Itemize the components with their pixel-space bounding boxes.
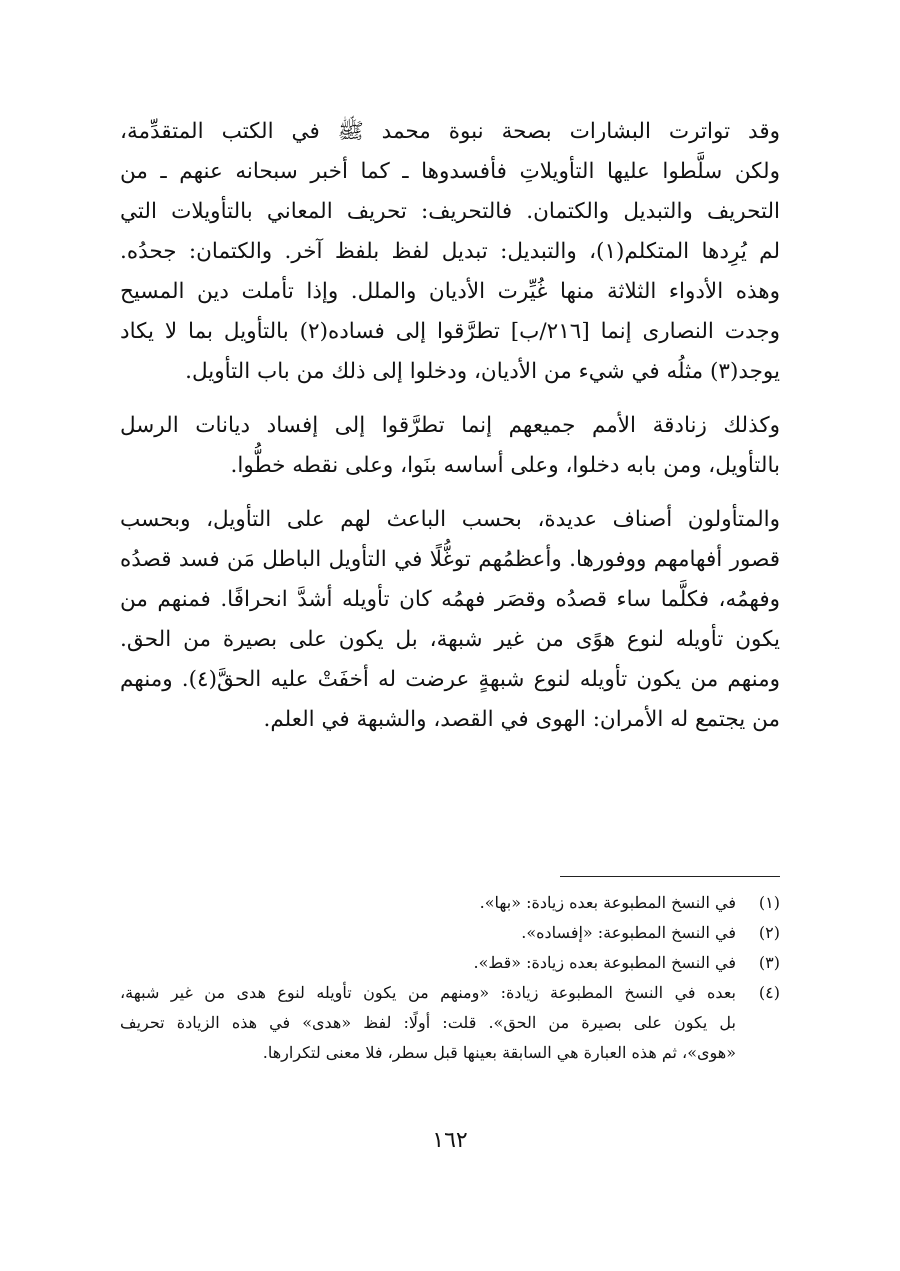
text-line: وهذه الأدواء الثلاثة منها غُيِّرت الأديان والملل. وإذا تأملت دين المسيح (120, 279, 780, 304)
footnote-text: بل يكون على بصيرة من الحق». قلت: أولًا: لفظ «هدى» في هذه الزيادة تحريف (120, 1013, 736, 1032)
text-line: لم يُرِدها المتكلم(١)، والتبديل: تبديل لفظ بلفظ آخر. والكتمان: جحدُه. (120, 239, 780, 264)
page-number: ١٦٢ (432, 1128, 468, 1153)
footnote (120, 948, 780, 978)
text-line: التحريف والتبديل والكتمان. فالتحريف: تحريف المعاني بالتأويلات التي (120, 199, 780, 224)
footnotes (120, 888, 780, 1068)
footnote-text: في النسخ المطبوعة بعده زيادة: «قط». (473, 953, 736, 972)
text-line: وقد تواترت البشارات بصحة نبوة محمد ﷺ في الكتب المتقدِّمة، (120, 119, 780, 144)
footnote-number: (١) (758, 893, 780, 912)
text-line: من يجتمع له الأمران: الهوى في القصد، والشبهة في العلم. (263, 707, 780, 732)
footnote-text: بعده في النسخ المطبوعة زيادة: «ومنهم من يكون تأويله لنوع هدى من غير شبهة، (120, 983, 736, 1002)
text-line: وجدت النصارى إنما [٢١٦/ب] تطرَّقوا إلى فساده(٢) بالتأويل بما لا يكاد (120, 319, 780, 344)
paragraph (120, 112, 780, 392)
footnote-number: (٢) (758, 923, 780, 942)
main-text (120, 112, 780, 754)
text-line: وكذلك زنادقة الأمم جميعهم إنما تطرَّقوا إلى إفساد ديانات الرسل (120, 413, 780, 438)
footnote (120, 918, 780, 948)
footnote (120, 978, 780, 1068)
text-line: يوجد(٣) مثلُه في شيء من الأديان، ودخلوا إلى ذلك من باب التأويل. (185, 359, 780, 384)
footnote (120, 888, 780, 918)
text-line: ولكن سلَّطوا عليها التأويلاتِ فأفسدوها ـ كما أخبر سبحانه عنهم ـ من (120, 159, 780, 184)
paragraph (120, 406, 780, 486)
footnote-text: «هوى»، ثم هذه العبارة هي السابقة بعينها قبل سطر، فلا معنى لتكرارها. (262, 1043, 736, 1062)
text-line: يكون تأويله لنوع هوًى من غير شبهة، بل يكون على بصيرة من الحق. (120, 627, 780, 652)
text-line: ومنهم من يكون تأويله لنوع شبهةٍ عرضت له أخفَتْ عليه الحقَّ(٤). ومنهم (120, 667, 780, 692)
text-line: والمتأولون أصناف عديدة، بحسب الباعث لهم على التأويل، وبحسب (120, 507, 780, 532)
footnote-text: في النسخ المطبوعة بعده زيادة: «بها». (479, 893, 736, 912)
text-line: بالتأويل، ومن بابه دخلوا، وعلى أساسه بنَوا، وعلى نقطه خطُّوا. (230, 453, 780, 478)
footnote-text: في النسخ المطبوعة: «إفساده». (521, 923, 736, 942)
footnote-number: (٣) (758, 953, 780, 972)
footnote-number: (٤) (758, 983, 780, 1002)
text-line: وفهمُه، فكلَّما ساء قصدُه وقصَر فهمُه كان تأويله أشدَّ انحرافًا. فمنهم من (120, 587, 780, 612)
paragraph (120, 500, 780, 740)
footnote-divider (560, 876, 780, 877)
text-line: قصور أفهامهم ووفورها. وأعظمُهم توغُّلًا في التأويل الباطل مَن فسد قصدُه (120, 547, 780, 572)
